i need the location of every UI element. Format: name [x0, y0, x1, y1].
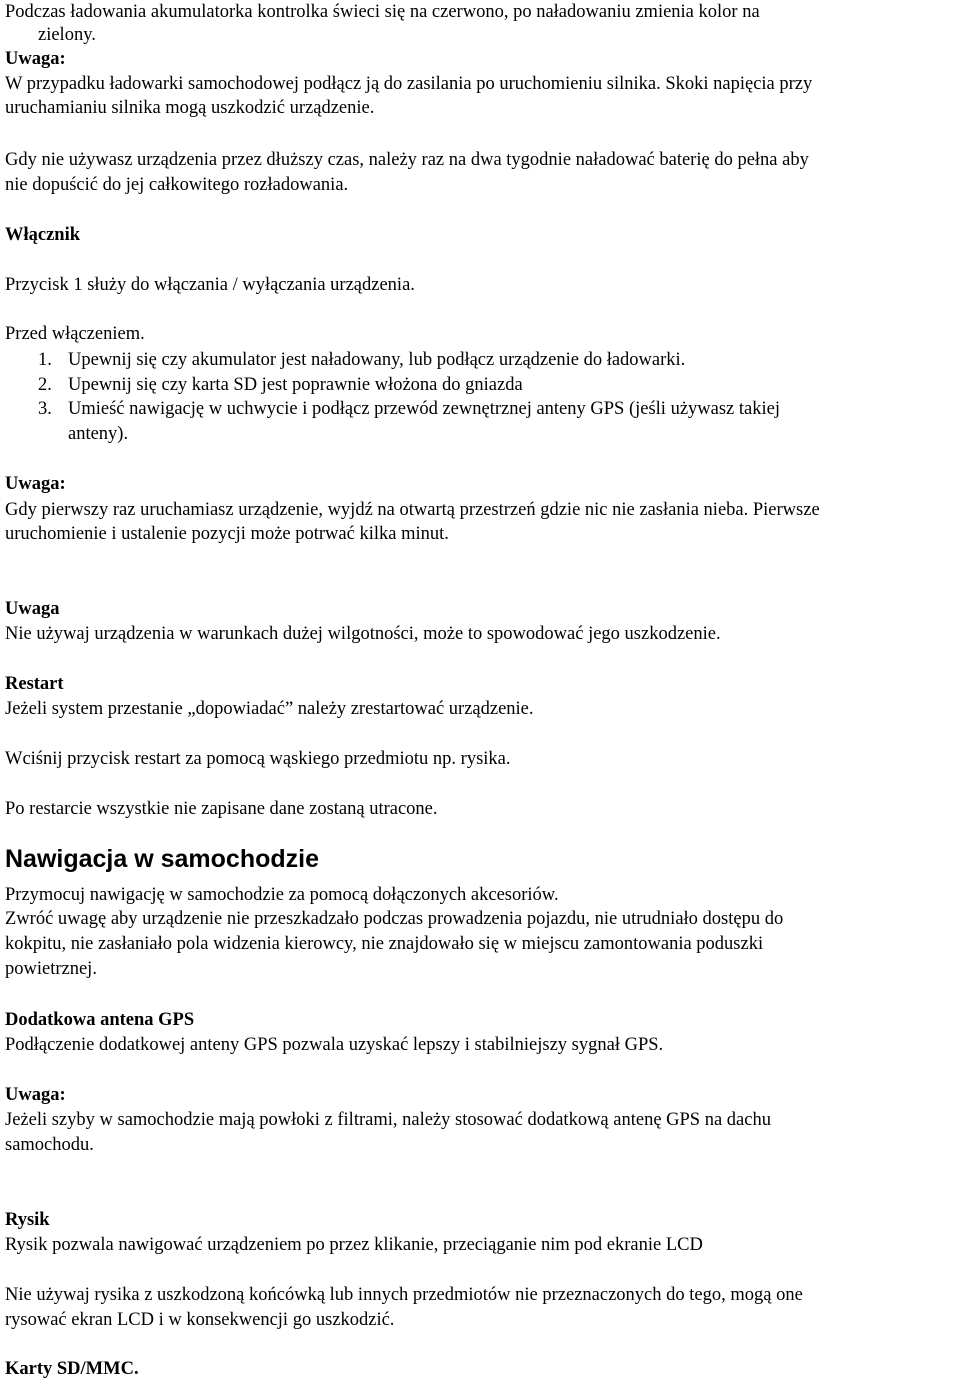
list-item-number: 2. [38, 375, 52, 395]
note-label: Uwaga: [5, 1085, 66, 1105]
list-item-text: Umieść nawigację w uchwycie i podłącz przewód zewnętrznej anteny GPS (jeśli używasz takiej [68, 399, 780, 419]
note-label: Uwaga [5, 599, 60, 619]
gps-antenna-text: Podłączenie dodatkowej anteny GPS pozwala uzyskać lepszy i stabilniejszy sygnał GPS. [5, 1035, 664, 1055]
car-line-3: kokpitu, nie zasłaniało pola widzenia kierowcy, nie znajdowało się w miejscu zamontowania poduszki [5, 934, 764, 954]
note-car-charger-line-2: uruchamianiu silnika mogą uszkodzić urządzenie. [5, 98, 375, 118]
list-item-text-continued: anteny). [68, 424, 129, 444]
restart-line-2: Wciśnij przycisk restart za pomocą wąskiego przedmiotu np. rysika. [5, 749, 511, 769]
restart-line-3: Po restarcie wszystkie nie zapisane dane zostaną utracone. [5, 799, 438, 819]
list-item-number: 3. [38, 399, 52, 419]
heading-gps-antenna: Dodatkowa antena GPS [5, 1010, 195, 1030]
stylus-line-3: rysować ekran LCD i w konsekwencji go uszkodzić. [5, 1310, 395, 1330]
car-line-4: powietrznej. [5, 959, 97, 979]
car-line-2: Zwróć uwagę aby urządzenie nie przeszkadzało podczas prowadzenia pojazdu, nie utrudniało dostępu do [5, 909, 784, 929]
note-label: Uwaga: [5, 474, 66, 494]
note-first-start-line-2: uruchomienie i ustalenie pozycji może potrwać kilka minut. [5, 524, 449, 544]
paragraph-storage-line-1: Gdy nie używasz urządzenia przez dłuższy czas, należy raz na dwa tygodnie naładować baterię do pełna aby [5, 150, 809, 170]
paragraph-charging-line-2: zielony. [38, 25, 96, 45]
section-heading-car-navigation: Nawigacja w samochodzie [5, 845, 319, 873]
restart-line-1: Jeżeli system przestanie „dopowiadać” należy zrestartować urządzenie. [5, 699, 534, 719]
note-car-charger-line-1: W przypadku ładowarki samochodowej podłącz ją do zasilania po uruchomieniu silnika. Skoki napięcia przy [5, 74, 813, 94]
note-label: Uwaga: [5, 49, 66, 69]
heading-restart: Restart [5, 674, 64, 694]
stylus-line-2: Nie używaj rysika z uszkodzoną końcówką lub innych przedmiotów nie przeznaczonych do tego, mogą one [5, 1285, 803, 1305]
power-switch-text: Przycisk 1 służy do włączania / wyłączania urządzenia. [5, 275, 415, 295]
note-window-film-line-1: Jeżeli szyby w samochodzie mają powłoki z filtrami, należy stosować dodatkową antenę GPS na dachu [5, 1110, 771, 1130]
heading-sd-cards: Karty SD/MMC. [5, 1359, 139, 1379]
list-item-number: 1. [38, 350, 52, 370]
car-line-1: Przymocuj nawigację w samochodzie za pomocą dołączonych akcesoriów. [5, 885, 559, 905]
stylus-line-1: Rysik pozwala nawigować urządzeniem po przez klikanie, przeciąganie nim pod ekranie LCD [5, 1235, 703, 1255]
paragraph-charging-line-1: Podczas ładowania akumulatorka kontrolka świeci się na czerwono, po naładowaniu zmienia kolor na [5, 2, 760, 22]
heading-power-switch: Włącznik [5, 225, 81, 245]
heading-stylus: Rysik [5, 1210, 50, 1230]
note-humidity: Nie używaj urządzenia w warunkach dużej wilgotności, może to spowodować jego uszkodzenie. [5, 624, 721, 644]
note-window-film-line-2: samochodu. [5, 1135, 94, 1155]
paragraph-storage-line-2: nie dopuścić do jej całkowitego rozładowania. [5, 175, 349, 195]
list-item-text: Upewnij się czy akumulator jest naładowany, lub podłącz urządzenie do ładowarki. [68, 350, 686, 370]
note-first-start-line-1: Gdy pierwszy raz uruchamiasz urządzenie, wyjdź na otwartą przestrzeń gdzie nic nie zasłania nieba. Pierwsze [5, 500, 820, 520]
list-item-text: Upewnij się czy karta SD jest poprawnie włożona do gniazda [68, 375, 523, 395]
before-power-on: Przed włączeniem. [5, 324, 145, 344]
